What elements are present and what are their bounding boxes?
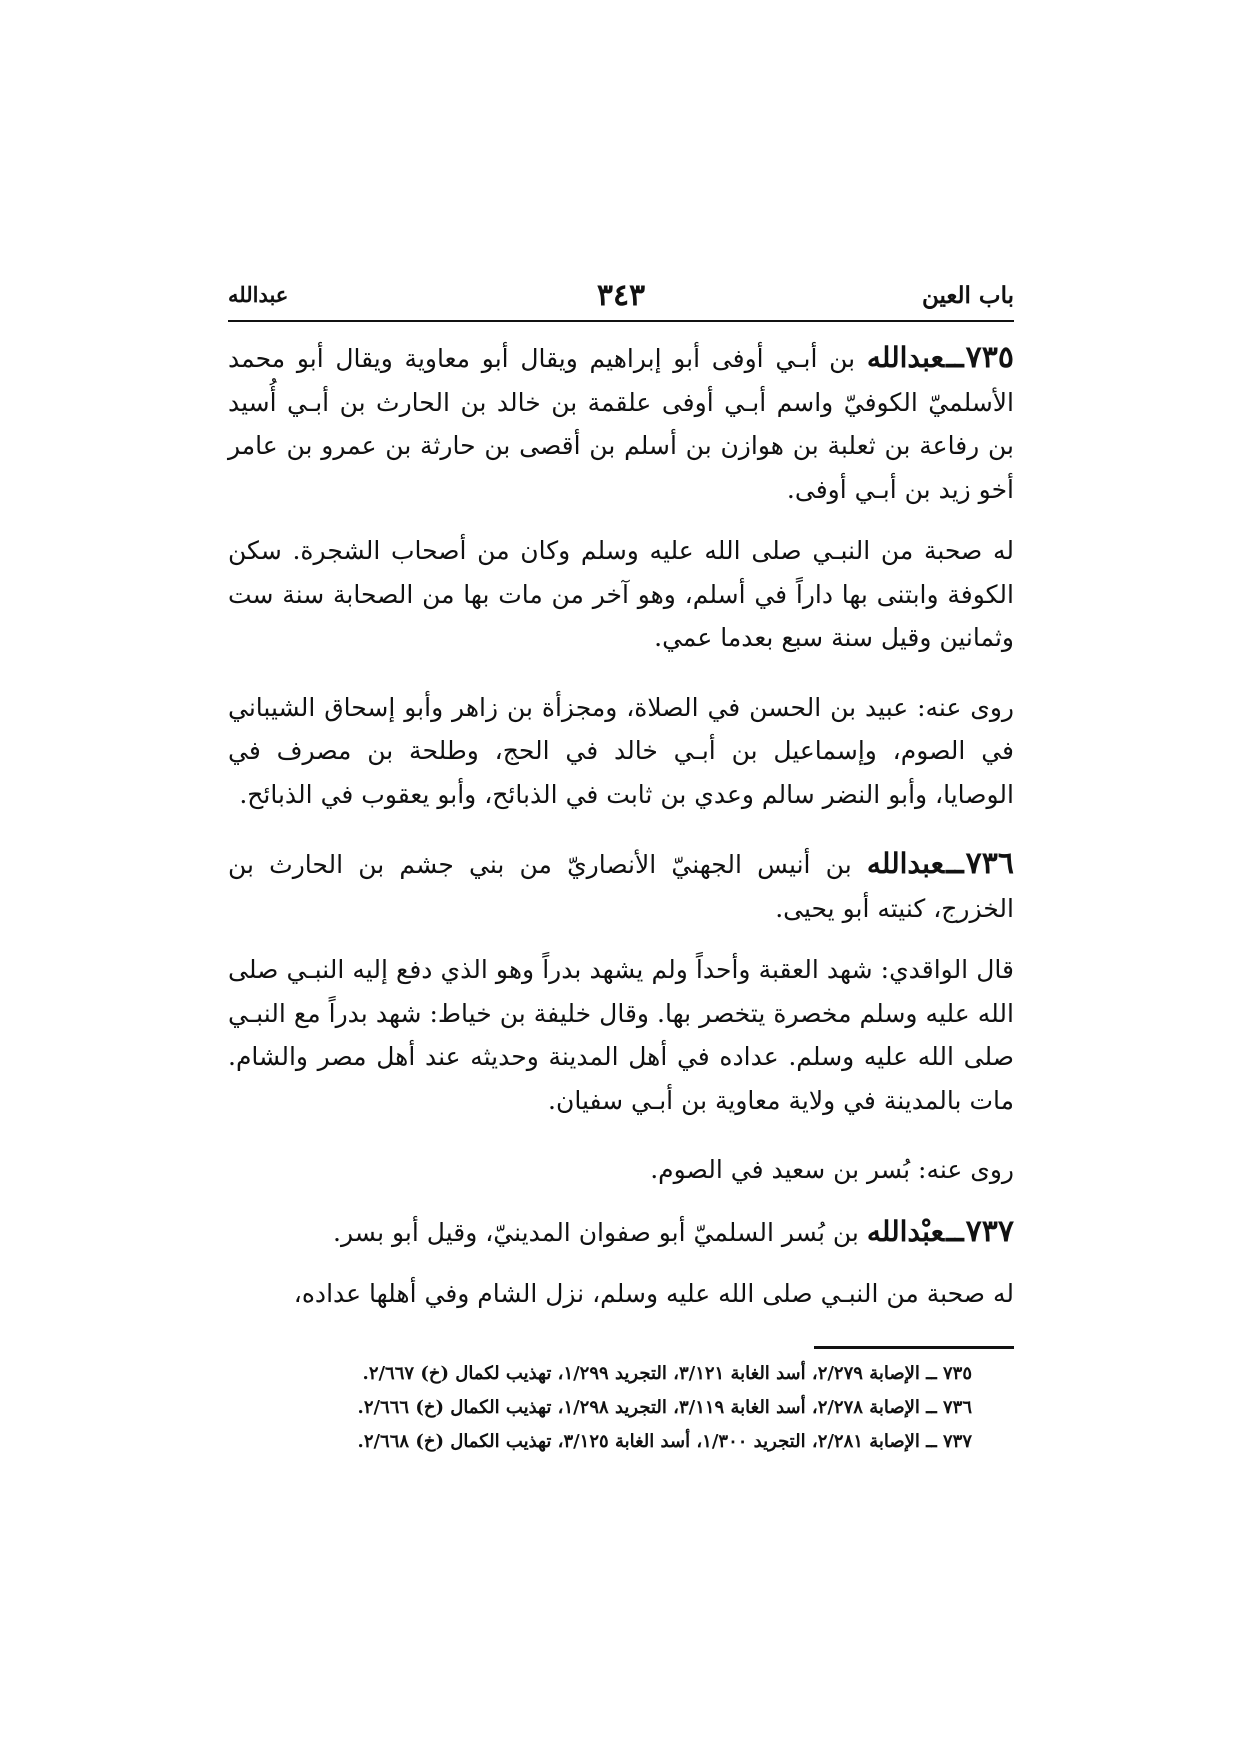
- main-text: [228, 336, 1014, 1316]
- footnote-divider: [814, 1346, 1014, 1349]
- footnote-737: ٧٣٧ ــ الإصابة ٢/٢٨١، التجريد ١/٣٠٠، أسد الغابة ٣/١٢٥، تهذيب الكمال (خ) ٢/٦٦٨.: [357, 1430, 972, 1452]
- entry-735-narrators: روى عنه: عبيد بن الحسن في الصلاة، ومجزأة بن زاهر وأبو إسحاق الشيباني في الصوم، وإسماعيل بن أبـي خالد في الحج، وطلحة بن مصرف في الوصايا، وأبو النضر سالم وعدي بن ثابت في الذبائح، وأبو يعقوب في الذبائح.: [228, 692, 1014, 809]
- entry-735-paragraph: له صحبة من النبـي صلى الله عليه وسلم وكان من أصحاب الشجرة. سكن الكوفة وابتنى بها داراً في أسلم، وهو آخر من مات بها من الصحابة سنة ست وثمانين وقيل سنة سبع بعدما عمي.: [228, 536, 1014, 652]
- entry-737-intro: [228, 1210, 1014, 1255]
- page-header: [228, 280, 1014, 322]
- entry-735-intro: [228, 336, 1014, 511]
- entry-736-intro: [228, 842, 1014, 930]
- entry-737-paragraph: له صحبة من النبـي صلى الله عليه وسلم، نزل الشام وفي أهلها عداده،: [293, 1279, 1014, 1308]
- running-head: عبدالله: [228, 282, 289, 307]
- entry-dash: ــ: [946, 846, 964, 881]
- footnote-736: ٧٣٦ ــ الإصابة ٢/٢٧٨، أسد الغابة ٣/١١٩، التجريد ١/٢٩٨، تهذيب الكمال (خ) ٢/٦٦٦.: [357, 1396, 972, 1418]
- entry-intro-text: بن بُسر السلميّ أبو صفوان المدينيّ، وقيل أبو بسر.: [333, 1217, 867, 1247]
- entry-736-paragraph: قال الواقدي: شهد العقبة وأحداً ولم يشهد بدراً وهو الذي دفع إليه النبـي صلى الله عليه وسلم مخصرة يتخصر بها. وقال خليفة بن خياط: شهد بدراً مع النبـي صلى الله عليه وسلم. عداده في أهل المدينة وحديثه عند أهل مصر والشام. مات بالمدينة في ولاية معاوية بن أبـي سفيان.: [228, 955, 1014, 1115]
- entry-number: ٧٣٥: [965, 340, 1014, 375]
- entry-736-narrators: روى عنه: بُسر بن سعيد في الصوم.: [650, 1155, 1014, 1184]
- page-number: ٣٤٣: [596, 278, 646, 313]
- entry-name: عبدالله: [866, 341, 945, 374]
- entry-dash: ــ: [946, 1213, 964, 1249]
- entry-intro-text: بن أنيس الجهنيّ الأنصاريّ من بني جشم بن الحارث بن الخزرج، كنيته أبو يحيى.: [228, 850, 1014, 923]
- entry-name: عبدالله: [866, 847, 945, 880]
- book-page: [228, 280, 1014, 1459]
- entry-name: عبْدالله: [866, 1214, 945, 1248]
- section-title: باب العين: [921, 282, 1014, 309]
- entry-dash: ــ: [946, 340, 964, 375]
- entry-number: ٧٣٧: [965, 1213, 1014, 1249]
- footnotes: [228, 1346, 1014, 1459]
- entry-number: ٧٣٦: [965, 846, 1014, 881]
- entry-intro-text: بن أبـي أوفى أبو إبراهيم ويقال أبو معاوية ويقال أبو محمد الأسلميّ الكوفيّ واسم أبـي أوفى علقمة بن خالد بن الحارث بن أبـي أُسيد بن رفاعة بن ثعلبة بن هوازن بن أسلم بن أقصى بن حارثة بن عمرو بن عامر أخو زيد بن أبـي أوفى.: [228, 344, 1014, 504]
- footnote-735: ٧٣٥ ــ الإصابة ٢/٢٧٩، أسد الغابة ٣/١٢١، التجريد ١/٢٩٩، تهذيب لكمال (خ) ٢/٦٦٧.: [362, 1362, 972, 1384]
